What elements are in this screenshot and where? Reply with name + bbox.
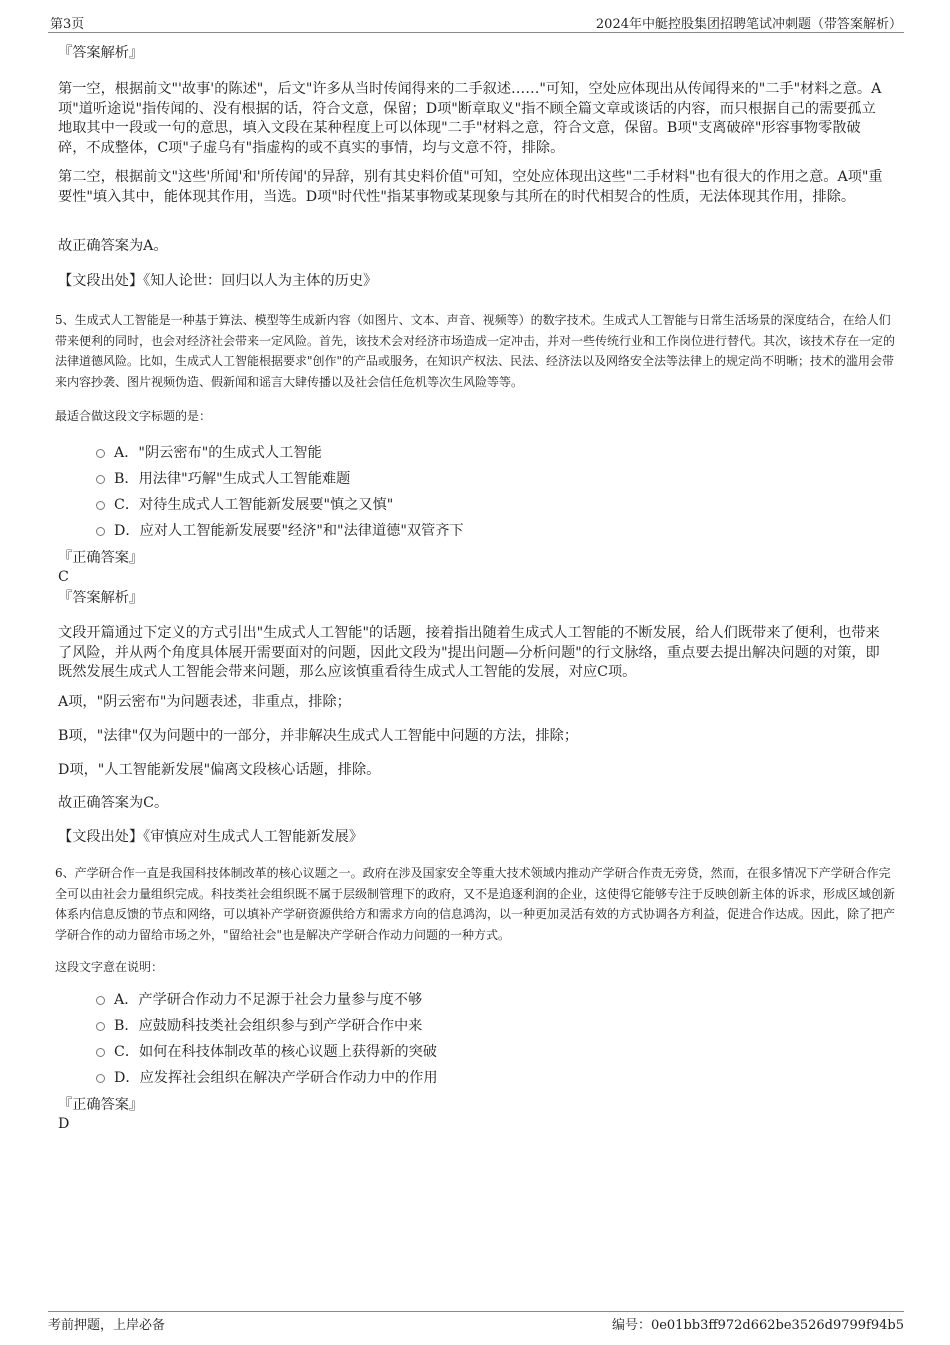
footer-divider [48, 1311, 904, 1312]
radio-icon[interactable] [96, 475, 105, 484]
radio-icon[interactable] [96, 449, 105, 458]
option-label: A．产学研合作动力不足源于社会力量参与度不够 [114, 992, 423, 1008]
option-a[interactable] [96, 990, 422, 1010]
question-stem: 5、生成式人工智能是一种基于算法、模型等生成新内容（如图片、文本、声音、视频等）的数字技术。生成式人工智能与日常生活场景的深度结合，在给人们带来便利的同时，也会对经济社会带来一定风险。首先，该技术会对经济市场造成一定冲击，并对一些传统行业和工作岗位进行替代。其次，该技术存在一定的法律道德风险。比如，生成式人工智能根据要求"创作"的产品或服务，在知识产权法、民法、经济法以及网络安全法等法律上的规定尚不明晰；技术的滥用会带来内容抄袭、图片视频伪造、假新闻和谣言大肆传播以及社会信任危机等次生风险等等。 [55, 313, 896, 389]
source-citation: 【文段出处】《审慎应对生成式人工智能新发展》 [58, 829, 364, 845]
analysis-paragraph: D项，"人工智能新发展"偏离文段核心话题，排除。 [58, 762, 381, 778]
analysis-paragraph: 第二空，根据前文"这些'所闻'和'所传闻'的异辞，别有其史料价值"可知，空处应体现出这些"二手材料"也有很大的作用之意。A项"重要性"填入其中，能体现其作用，当选。D项"时代性"指某事物或某现象与其所在的时代相契合的性质，无法体现其作用，排除。 [58, 169, 883, 205]
option-label: D．应对人工智能新发展要"经济"和"法律道德"双管齐下 [114, 523, 464, 539]
document-title: 2024年中艇控股集团招聘笔试冲刺题（带答案解析） [595, 17, 902, 32]
radio-icon[interactable] [96, 501, 105, 510]
option-label: B．用法律"巧解"生成式人工智能难题 [114, 471, 351, 487]
option-label: A．"阴云密布"的生成式人工智能 [114, 445, 322, 461]
document-id: 编号：0e01bb3ff972d662be3526d9799f94b5 [611, 1318, 904, 1333]
question-prompt: 最适合做这段文字标题的是： [55, 409, 212, 423]
option-b[interactable] [96, 469, 350, 489]
option-label: C．如何在科技体制改革的核心议题上获得新的突破 [114, 1044, 437, 1060]
radio-icon[interactable] [96, 527, 105, 536]
option-a[interactable] [96, 443, 322, 463]
page-number: 第3页 [50, 17, 85, 32]
analysis-paragraph: 第一空，根据前文"'故事'的陈述"，后文"许多从当时传闻得来的二手叙述……"可知，空处应体现出从传闻得来的"二手"材料之意。A项"道听途说"指传闻的、没有根据的话，符合文意，保留；D项"断章取义"指不顾全篇文章或谈话的内容，而只根据自己的需要孤立地取其中一段或一句的意思，填入文段在某种程度上可以体现"二手"材料之意，符合文意，保留。B项"支离破碎"形容事物零散破碎，不成整体，C项"子虚乌有"指虚构的或不真实的事情，均与文意不符，排除。 [58, 81, 882, 156]
answer-label: 『正确答案』 [58, 550, 144, 566]
option-d[interactable] [96, 1068, 438, 1088]
analysis-paragraph: 文段开篇通过下定义的方式引出"生成式人工智能"的话题，接着指出随着生成式人工智能的不断发展，给人们既带来了便利，也带来了风险，并从两个角度具体展开需要面对的问题，因此文段为"提出问题—分析问题"的行文脉络，重点要去提出解决问题的对策，即既然发展生成式人工智能会带来问题，那么应该慎重看待生成式人工智能的发展，对应C项。 [58, 625, 880, 680]
analysis-paragraph: B项，"法律"仅为问题中的一部分，并非解决生成式人工智能中问题的方法，排除； [58, 728, 579, 744]
analysis-label: 『答案解析』 [58, 590, 144, 606]
radio-icon[interactable] [96, 1048, 105, 1057]
page-header [0, 0, 950, 32]
analysis-paragraph: A项，"阴云密布"为问题表述，非重点，排除； [58, 694, 351, 710]
analysis-label: 『答案解析』 [58, 45, 144, 61]
answer-label: 『正确答案』 [58, 1097, 144, 1113]
radio-icon[interactable] [96, 1022, 105, 1031]
option-c[interactable] [96, 1042, 437, 1062]
option-c[interactable] [96, 495, 393, 515]
source-citation: 【文段出处】《知人论世：回归以人为主体的历史》 [58, 273, 378, 289]
radio-icon[interactable] [96, 996, 105, 1005]
option-label: C．对待生成式人工智能新发展要"慎之又慎" [114, 497, 394, 513]
option-label: B．应鼓励科技类社会组织参与到产学研合作中来 [114, 1018, 423, 1034]
question-prompt: 这段文字意在说明： [55, 960, 164, 974]
header-divider [48, 32, 904, 33]
option-b[interactable] [96, 1016, 422, 1036]
conclusion-text: 故正确答案为C。 [58, 795, 169, 811]
answer-value: C [58, 569, 69, 585]
option-label: D．应发挥社会组织在解决产学研合作动力中的作用 [114, 1070, 438, 1086]
answer-value: D [58, 1116, 70, 1132]
radio-icon[interactable] [96, 1074, 105, 1083]
question-stem: 6、产学研合作一直是我国科技体制改革的核心议题之一。政府在涉及国家安全等重大技术领域内推动产学研合作责无旁贷，然而，在很多情况下产学研合作完全可以由社会力量组织完成。科技类社会组织既不属于层级制管理下的政府，又不是追逐利润的企业，这使得它能够专注于反映创新主体的诉求，形成区域创新体系内信息反馈的节点和网络，可以填补产学研资源供给方和需求方向的信息鸿沟，以一种更加灵活有效的方式协调各方利益，促进合作达成。因此，除了把产学研合作的动力留给市场之外，"留给社会"也是解决产学研合作动力问题的一种方式。 [55, 866, 896, 942]
footer-slogan: 考前押题，上岸必备 [48, 1318, 166, 1333]
conclusion-text: 故正确答案为A。 [58, 238, 168, 254]
option-d[interactable] [96, 521, 464, 541]
